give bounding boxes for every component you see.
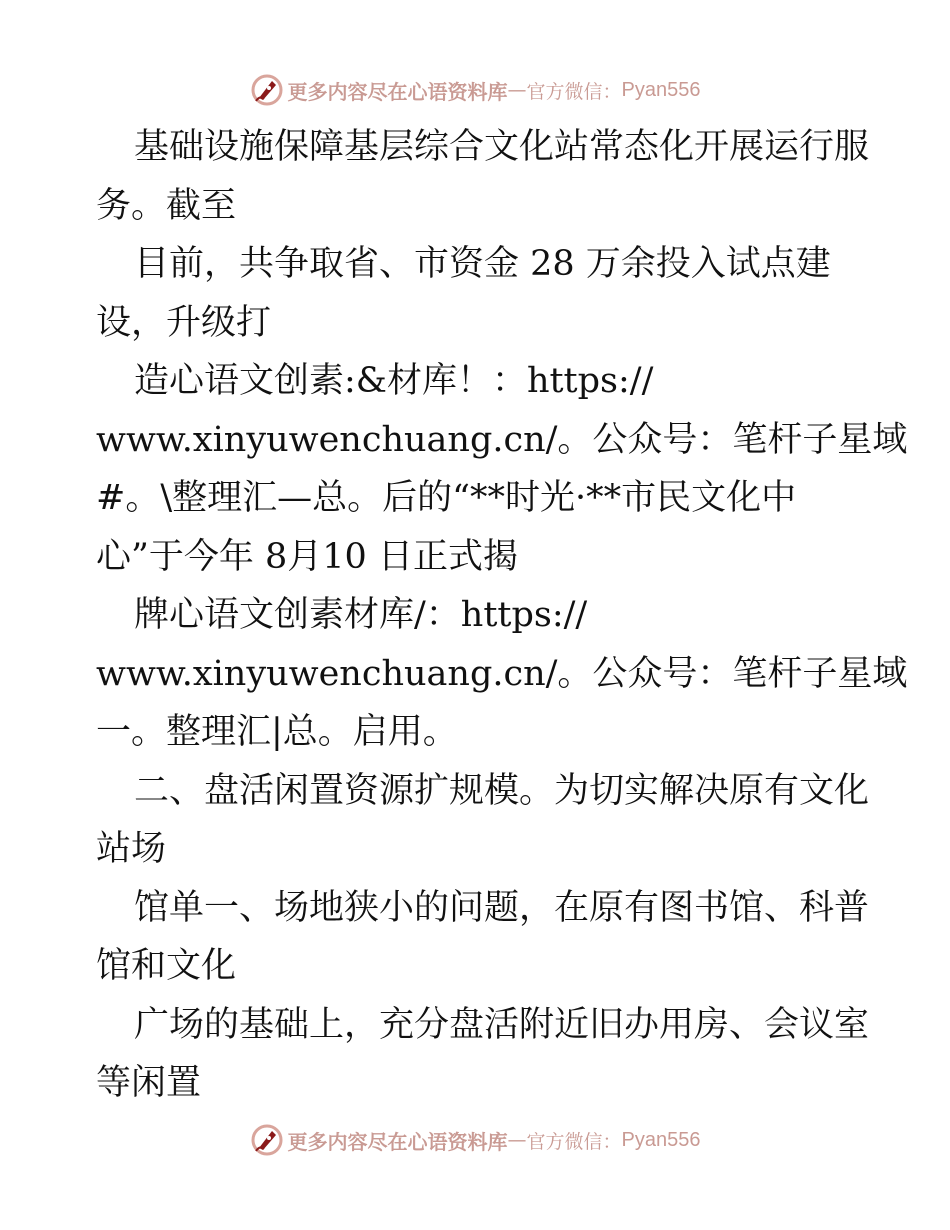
text-line: www.xinyuwenchuang.cn/。公众号：笔杆子星域 bbox=[96, 419, 908, 460]
text-line: 务。截至 bbox=[96, 185, 237, 226]
banner-wechat-id: Pyan556 bbox=[621, 78, 701, 101]
document-body bbox=[96, 118, 908, 1113]
text-line: www.xinyuwenchuang.cn/。公众号：笔杆子星域 bbox=[96, 653, 908, 694]
banner-main-text: 更多内容尽在心语资料库 bbox=[287, 1129, 508, 1154]
text-line: 站场 bbox=[96, 829, 167, 869]
banner-sub-text: 官方微信： bbox=[526, 1130, 622, 1153]
text-line: 一。整理汇|总。启用。 bbox=[96, 712, 458, 752]
pen-nib-circle-icon bbox=[250, 1123, 284, 1157]
text-line: #。\整理汇—总。后的“**时光·**市民文化中 bbox=[96, 478, 797, 518]
text-line: 馆单一、场地狭小的问题，在原有图书馆、科普 bbox=[134, 887, 870, 928]
header-banner bbox=[0, 70, 950, 110]
text-line: 设，升级打 bbox=[96, 302, 272, 343]
banner-wechat-id: Pyan556 bbox=[621, 1128, 701, 1151]
banner-dash: — bbox=[507, 79, 527, 101]
pen-nib-circle-icon bbox=[250, 73, 284, 107]
banner-sub-text: 官方微信： bbox=[526, 80, 622, 103]
text-line: 馆和文化 bbox=[96, 946, 237, 986]
text-line: 牌心语文创素材库/：https:// bbox=[134, 595, 588, 635]
banner-main-text: 更多内容尽在心语资料库 bbox=[287, 79, 508, 104]
footer-banner bbox=[0, 1120, 950, 1160]
text-line: 等闲置 bbox=[96, 1063, 202, 1103]
text-line: 造心语文创素:&材库！：https:// bbox=[134, 361, 654, 401]
text-line: 二、盘活闲置资源扩规模。为切实解决原有文化 bbox=[134, 770, 870, 811]
text-line: 广场的基础上，充分盘活附近旧办用房、会议室 bbox=[134, 1004, 870, 1045]
text-line: 目前，共争取省、市资金 28 万余投入试点建 bbox=[134, 244, 831, 284]
text-line: 基础设施保障基层综合文化站常态化开展运行服 bbox=[134, 127, 870, 167]
banner-dash: — bbox=[507, 1129, 527, 1151]
text-line: 心”于今年 8月10 日正式揭 bbox=[96, 536, 518, 577]
